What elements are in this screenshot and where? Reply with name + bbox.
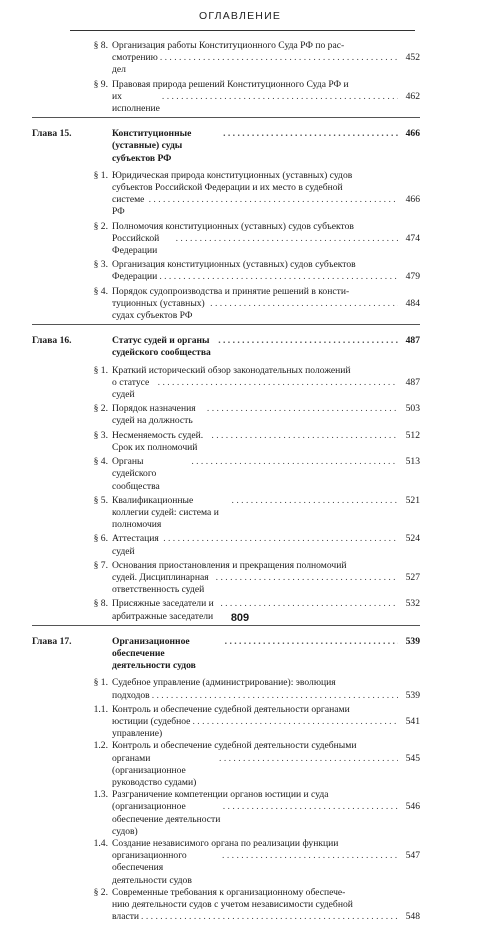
toc-entry (78, 533, 420, 557)
entry-last-line (112, 801, 420, 838)
entry-line: Судебное управление (администрирование): эволюция (112, 677, 336, 689)
entry-number: § 8. (93, 40, 108, 51)
leader-dots (223, 128, 398, 140)
entry-number: § 2. (93, 220, 108, 232)
entry-number: § 2. (93, 886, 108, 898)
entry-last-text: туционных (уставных) судах субъектов РФ (112, 297, 205, 322)
chapter-heading (32, 128, 420, 165)
entry-page: 546 (405, 801, 420, 813)
entry-page: 521 (405, 494, 420, 506)
entry-page: 513 (405, 456, 420, 468)
toc-entry (78, 677, 420, 701)
entry-last-text: власти (112, 911, 140, 923)
chapter-title-line (112, 636, 420, 673)
chapter-title-line (112, 335, 420, 359)
entry-last-line (112, 377, 420, 401)
chapter-title-line (112, 128, 420, 165)
entry-last-line (112, 91, 420, 115)
entry-text (112, 838, 420, 887)
header-rule (70, 30, 415, 31)
leader-dots (192, 716, 398, 728)
entry-text (112, 887, 420, 924)
entry-number: § 5. (93, 494, 108, 506)
entry-last-text: Несменяемость судей. Срок их полномочий (112, 429, 204, 453)
entry-last-text: Российской Федерации (112, 232, 160, 257)
entry-page: 503 (405, 403, 420, 415)
toc-entry (78, 560, 420, 597)
entry-text (112, 170, 420, 219)
toc-entry (78, 79, 420, 116)
leader-dots (219, 753, 398, 765)
leader-dots (207, 403, 398, 415)
entry-page: 462 (405, 90, 420, 102)
entry-last-line (112, 430, 420, 454)
leader-dots (176, 233, 398, 245)
entry-last-line (112, 850, 420, 887)
entry-number: § 6. (93, 533, 108, 545)
chapter-title-block (112, 335, 420, 359)
leader-dots (211, 430, 398, 442)
entry-text (112, 259, 420, 283)
chapter-page: 466 (405, 128, 420, 140)
toc-entry (78, 259, 420, 283)
entry-text (112, 403, 420, 427)
toc-entry (78, 789, 420, 838)
toc-entry (78, 838, 420, 887)
toc-entry (78, 221, 420, 258)
entry-last-text: Порядок назначения судей на должность (112, 403, 196, 427)
entry-last-line (112, 753, 420, 790)
leader-dots (191, 456, 398, 468)
entry-page: 479 (405, 271, 420, 283)
entry-page: 512 (405, 429, 420, 441)
entry-line: Современные требования к организационному обеспече- (112, 886, 346, 898)
entry-number: § 7. (93, 559, 108, 571)
entry-number: 1.4. (93, 837, 108, 849)
entry-line: Порядок судопроизводства и принятие решений в консти- (112, 285, 350, 297)
chapter-title: Статус судей и органы судейского сообщества (112, 335, 211, 359)
entry-text (112, 740, 420, 789)
leader-dots (162, 91, 398, 103)
chapter-title: Организационное обеспечение деятельности судов (112, 635, 196, 672)
toc-entry (78, 403, 420, 427)
toc-entry (78, 740, 420, 789)
entry-last-line (112, 298, 420, 322)
leader-dots (152, 690, 398, 702)
toc-entry (78, 456, 420, 493)
entry-last-line (112, 271, 420, 283)
leader-dots (223, 801, 398, 813)
entry-number: § 2. (93, 403, 108, 415)
entry-last-line (112, 495, 420, 532)
entry-text (112, 789, 420, 838)
entry-line: Краткий исторический обзор законодательных положений (112, 364, 351, 376)
entry-page: 547 (405, 850, 420, 862)
entry-last-line (112, 233, 420, 257)
entry-text (112, 495, 420, 532)
entry-line: Правовая природа решений Конституционного Суда РФ и (112, 78, 349, 90)
chapter-label: Глава 17. (32, 635, 72, 647)
leader-dots (218, 335, 398, 347)
entry-page: 532 (405, 598, 420, 610)
entry-page: 548 (405, 911, 420, 923)
entry-number: § 8. (93, 598, 108, 610)
entry-last-text: подходов (112, 689, 150, 701)
entry-last-text: о статусе судей (112, 376, 150, 401)
leader-dots (158, 377, 398, 389)
leader-dots (163, 533, 398, 545)
entry-page: 484 (405, 297, 420, 309)
entry-last-text: органами (организационное руководство судами) (112, 752, 197, 788)
entry-last-text: смотрению дел (112, 52, 158, 76)
entry-line: Контроль и обеспечение судебной деятельности органами (112, 703, 350, 715)
entry-line: Организация конституционных (уставных) судов субъектов (112, 259, 356, 271)
entry-number: § 4. (93, 285, 108, 297)
entry-last-text: Квалификационные коллегии судей: система и полномочия (112, 494, 219, 531)
entry-text (112, 704, 420, 741)
entry-number: § 3. (93, 259, 108, 271)
entry-line: нию деятельности судов с учетом независимости судебной (112, 899, 353, 910)
entry-text (112, 560, 420, 597)
entry-line: субъектов Российской Федерации и их место в судебной (112, 182, 343, 194)
entry-number: § 3. (93, 429, 108, 441)
entry-number: § 1. (93, 677, 108, 689)
entry-last-text: (организационное обеспечение деятельности судов) (112, 801, 221, 837)
entry-text (112, 221, 420, 258)
leader-dots (149, 194, 398, 206)
leader-dots (141, 911, 398, 923)
entry-last-line (112, 403, 420, 427)
entry-text (112, 365, 420, 402)
chapter-label: Глава 16. (32, 335, 72, 347)
entry-last-text: их исполнение (112, 90, 160, 115)
toc-entry (78, 365, 420, 402)
entry-last-text: системе РФ (112, 194, 145, 218)
entry-text (112, 430, 420, 454)
chapter-title-block (112, 128, 420, 165)
entry-text (112, 533, 420, 557)
entry-last-text: юстиции (судебное управление) (112, 715, 191, 740)
leader-dots (159, 271, 398, 283)
entry-number: § 1. (93, 169, 108, 181)
entry-page: 524 (405, 533, 420, 545)
chapter-page: 487 (405, 335, 420, 347)
entry-text (112, 40, 420, 77)
chapter-title: Конституционные (уставные) суды субъектов РФ (112, 128, 192, 164)
entry-last-text: Органы судейского сообщества (112, 456, 160, 492)
chapter-title-block (112, 636, 420, 673)
toc-entry (78, 704, 420, 741)
entry-last-text: организационного обеспечения деятельности судов (112, 850, 192, 886)
entry-last-line (112, 690, 420, 702)
entry-line: Организация работы Конституционного Суда РФ по рас- (112, 40, 345, 51)
entry-page: 541 (405, 715, 420, 727)
chapter-page: 539 (405, 635, 420, 647)
entry-page: 539 (405, 689, 420, 701)
chapter-rule (32, 625, 420, 626)
entry-number: § 4. (93, 456, 108, 468)
entry-last-line (112, 572, 420, 596)
entry-text (112, 79, 420, 116)
toc-entry (78, 170, 420, 219)
running-header: ОГЛАВЛЕНИЕ (198, 10, 282, 22)
entry-number: § 9. (93, 78, 108, 90)
chapter-rule (32, 117, 420, 118)
entry-last-text: Присяжные заседатели и арбитражные заседатели (112, 598, 214, 622)
leader-dots (222, 850, 398, 862)
chapter-heading (32, 635, 420, 673)
entry-last-line (112, 911, 420, 923)
leader-dots (220, 598, 398, 610)
entry-text (112, 286, 420, 323)
entry-last-text: судей. Дисциплинарная ответственность судей (112, 571, 209, 596)
leader-dots (160, 52, 398, 64)
leader-dots (225, 636, 398, 648)
entry-number: 1.3. (93, 789, 108, 801)
entry-number: 1.1. (93, 703, 108, 715)
entry-page: 545 (405, 752, 420, 764)
leader-dots (232, 495, 398, 507)
entry-line: Контроль и обеспечение судебной деятельности судебными (112, 740, 357, 752)
entry-last-line (112, 194, 420, 218)
chapter-rule (32, 324, 420, 325)
entry-page: 487 (405, 376, 420, 388)
leader-dots (210, 298, 398, 310)
entry-last-text: Аттестация судей (112, 533, 159, 557)
chapter-label: Глава 15. (32, 128, 72, 140)
table-of-contents (32, 40, 420, 925)
entry-line: Разграничение компетенции органов юстиции и суда (112, 789, 329, 801)
entry-number: § 1. (93, 364, 108, 376)
toc-entry (78, 430, 420, 454)
entry-last-line (112, 52, 420, 76)
entry-last-line (112, 456, 420, 493)
chapter-heading (32, 335, 420, 359)
entry-number: 1.2. (93, 740, 108, 752)
entry-text (112, 677, 420, 701)
entry-page: 466 (405, 194, 420, 206)
entry-page: 527 (405, 571, 420, 583)
entry-last-line (112, 533, 420, 557)
entry-page: 474 (405, 232, 420, 244)
page-number: 809 (230, 612, 250, 624)
entry-page: 452 (405, 52, 420, 64)
entry-line: Создание независимого органа по реализации функции (112, 837, 339, 849)
entry-line: Юридическая природа конституционных (уставных) судов (112, 169, 353, 181)
entry-last-text: Федерации (112, 271, 158, 283)
toc-entry (78, 286, 420, 323)
entry-line: Полномочия конституционных (уставных) судов субъектов (112, 220, 354, 232)
entry-last-line (112, 716, 420, 740)
entry-text (112, 456, 420, 493)
entry-line: Основания приостановления и прекращения полномочий (112, 559, 347, 571)
toc-entry (78, 495, 420, 532)
toc-entry (78, 887, 420, 924)
leader-dots (216, 572, 398, 584)
toc-entry (78, 40, 420, 77)
